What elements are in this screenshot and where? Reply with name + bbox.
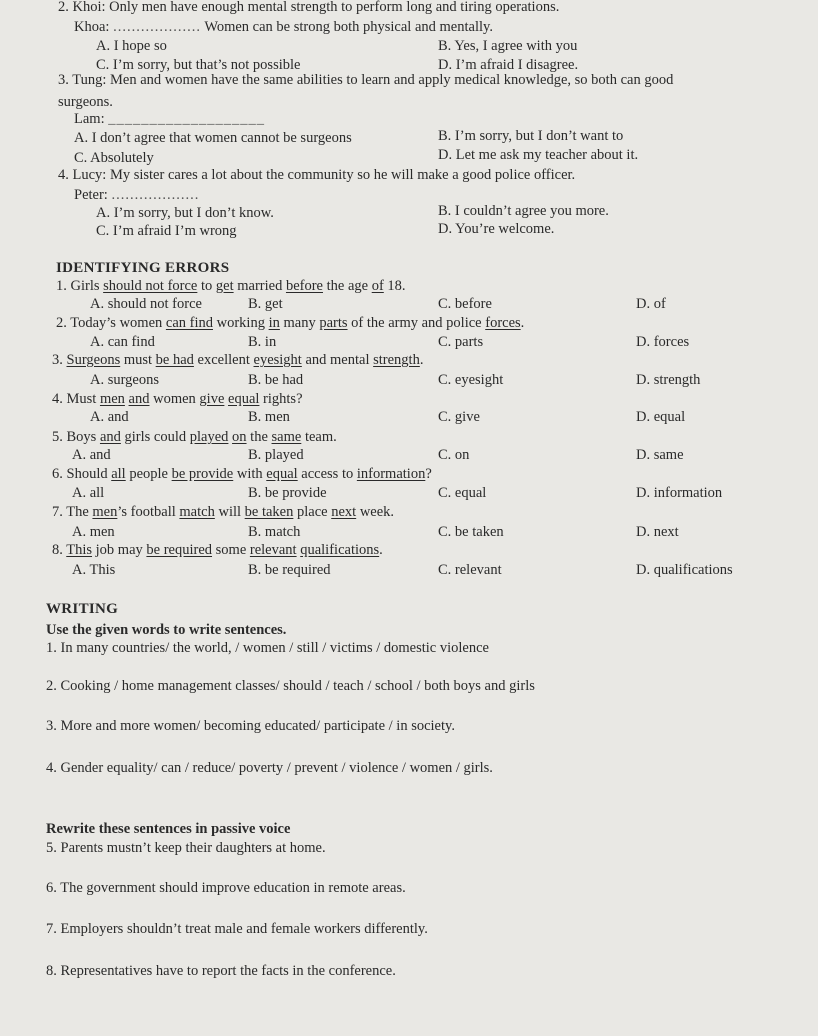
error-3-option-c[interactable]: C. eyesight bbox=[438, 372, 504, 388]
error-1-option-a[interactable]: A. should not force bbox=[90, 296, 202, 312]
error-question-8 bbox=[52, 541, 383, 559]
error-6-option-b[interactable]: B. be provide bbox=[248, 485, 327, 501]
error-2-option-d[interactable]: D. forces bbox=[636, 334, 690, 350]
error-question-1 bbox=[56, 277, 406, 295]
underlined-segment: played bbox=[189, 429, 229, 445]
passive-heading: Rewrite these sentences in passive voice bbox=[46, 821, 291, 837]
q4-response-line bbox=[74, 186, 199, 204]
q2-response-line bbox=[74, 18, 493, 36]
q2-speaker: Khoa: bbox=[74, 19, 110, 35]
q2-option-d[interactable]: D. I’m afraid I disagree. bbox=[438, 57, 579, 73]
question-text-segment: ? bbox=[425, 466, 432, 482]
question-text-segment: many bbox=[279, 315, 320, 331]
error-7-option-c[interactable]: C. be taken bbox=[438, 524, 504, 540]
question-text-segment: excellent bbox=[193, 352, 254, 368]
q4-answer-blank[interactable]: ................... bbox=[111, 187, 200, 203]
question-text-segment: . bbox=[379, 542, 383, 558]
error-question-2 bbox=[56, 314, 524, 332]
error-6-option-a[interactable]: A. all bbox=[72, 485, 105, 501]
underlined-segment: equal bbox=[266, 466, 298, 482]
error-2-option-a[interactable]: A. can find bbox=[90, 334, 155, 350]
underlined-segment: of bbox=[371, 278, 384, 294]
question-text-segment: women bbox=[149, 391, 200, 407]
error-7-option-a[interactable]: A. men bbox=[72, 524, 115, 540]
question-text-segment: . bbox=[520, 315, 525, 331]
error-1-option-c[interactable]: C. before bbox=[438, 296, 492, 312]
q2-option-b[interactable]: B. Yes, I agree with you bbox=[438, 38, 578, 54]
error-1-option-d[interactable]: D. of bbox=[636, 296, 666, 312]
error-7-option-d[interactable]: D. next bbox=[636, 524, 679, 540]
q4-option-a[interactable]: A. I’m sorry, but I don’t know. bbox=[96, 205, 274, 221]
question-text-segment: the bbox=[246, 429, 272, 445]
q2-prompt: 2. Khoi: Only men have enough mental strength to perform long and tiring operations. bbox=[58, 0, 560, 15]
q3-option-c[interactable]: C. Absolutely bbox=[74, 150, 154, 166]
q2-answer-blank[interactable]: ................... bbox=[113, 19, 201, 35]
error-5-option-a[interactable]: A. and bbox=[72, 447, 111, 463]
question-text-segment: 1. Girls bbox=[56, 278, 104, 294]
underlined-segment: Surgeons bbox=[66, 352, 121, 368]
error-2-option-b[interactable]: B. in bbox=[248, 334, 277, 350]
underlined-segment: equal bbox=[228, 391, 260, 407]
underlined-segment: men bbox=[99, 391, 125, 407]
underlined-segment: be taken bbox=[244, 504, 294, 520]
underlined-segment: next bbox=[331, 504, 357, 520]
error-4-option-c[interactable]: C. give bbox=[438, 409, 480, 425]
underlined-segment: match bbox=[179, 504, 215, 520]
underlined-segment: qualifications bbox=[300, 542, 380, 558]
underlined-segment: get bbox=[215, 278, 234, 294]
question-text-segment: 3. bbox=[52, 352, 67, 368]
question-text-segment: 6. Should bbox=[52, 466, 112, 482]
q3-prompt: 3. Tung: Men and women have the same abilities to learn and apply medical knowledge, so both can good bbox=[58, 72, 674, 88]
question-text-segment: and mental bbox=[301, 352, 374, 368]
error-4-option-b[interactable]: B. men bbox=[248, 409, 290, 425]
passive-item-8: 8. Representatives have to report the facts in the conference. bbox=[46, 963, 396, 979]
question-text-segment: job may bbox=[92, 542, 147, 558]
question-text-segment: 5. Boys bbox=[52, 429, 100, 445]
error-8-option-a[interactable]: A. This bbox=[72, 562, 116, 578]
underlined-segment: parts bbox=[319, 315, 348, 331]
error-5-option-d[interactable]: D. same bbox=[636, 447, 684, 463]
underlined-segment: be had bbox=[155, 352, 194, 368]
q3-prompt-cont: surgeons. bbox=[58, 94, 113, 110]
question-text-segment: some bbox=[212, 542, 250, 558]
error-question-7 bbox=[52, 503, 394, 521]
question-text-segment: 18. bbox=[383, 278, 406, 294]
question-text-segment: of the army and police bbox=[347, 315, 486, 331]
underlined-segment: be required bbox=[146, 542, 213, 558]
q3-speaker: Lam: bbox=[74, 111, 105, 127]
error-5-option-b[interactable]: B. played bbox=[248, 447, 304, 463]
underlined-segment: and bbox=[99, 429, 121, 445]
q3-option-b[interactable]: B. I’m sorry, but I don’t want to bbox=[438, 128, 624, 144]
passive-item-6: 6. The government should improve education in remote areas. bbox=[46, 880, 406, 896]
passive-item-5: 5. Parents mustn’t keep their daughters at home. bbox=[46, 840, 326, 856]
q4-prompt: 4. Lucy: My sister cares a lot about the community so he will make a good police officer. bbox=[58, 167, 576, 183]
q3-response-line bbox=[74, 110, 265, 128]
question-text-segment: to bbox=[197, 278, 216, 294]
q3-option-d[interactable]: D. Let me ask my teacher about it. bbox=[438, 147, 639, 163]
question-text-segment: week. bbox=[356, 504, 395, 520]
error-4-option-a[interactable]: A. and bbox=[90, 409, 129, 425]
error-question-5 bbox=[52, 428, 337, 446]
underlined-segment: eyesight bbox=[253, 352, 302, 368]
q4-option-d[interactable]: D. You’re welcome. bbox=[438, 221, 555, 237]
question-text-segment: 8. bbox=[52, 542, 67, 558]
q4-option-b[interactable]: B. I couldn’t agree you more. bbox=[438, 203, 609, 219]
underlined-segment: strength bbox=[373, 352, 420, 368]
question-text-segment: rights? bbox=[259, 391, 303, 407]
error-question-6 bbox=[52, 465, 432, 483]
underlined-segment: be provide bbox=[171, 466, 234, 482]
question-text-segment: will bbox=[214, 504, 245, 520]
underlined-segment: information bbox=[356, 466, 426, 482]
writing-item-2: 2. Cooking / home management classes/ should / teach / school / both boys and girls bbox=[46, 678, 535, 694]
q2-option-a[interactable]: A. I hope so bbox=[96, 38, 167, 54]
question-text-segment: 2. Today’s women bbox=[56, 315, 166, 331]
underlined-segment: all bbox=[111, 466, 126, 482]
q2-option-c[interactable]: C. I’m sorry, but that’s not possible bbox=[96, 57, 301, 73]
underlined-segment: and bbox=[128, 391, 150, 407]
error-1-option-b[interactable]: B. get bbox=[248, 296, 283, 312]
question-text-segment: married bbox=[233, 278, 286, 294]
underlined-segment: This bbox=[66, 542, 93, 558]
error-5-option-c[interactable]: C. on bbox=[438, 447, 470, 463]
question-text-segment: working bbox=[213, 315, 269, 331]
question-text-segment: place bbox=[293, 504, 332, 520]
question-text-segment: ’s football bbox=[117, 504, 180, 520]
underlined-segment: same bbox=[271, 429, 302, 445]
errors-heading: IDENTIFYING ERRORS bbox=[56, 260, 230, 276]
error-6-option-d[interactable]: D. information bbox=[636, 485, 723, 501]
question-text-segment: girls could bbox=[120, 429, 190, 445]
q4-speaker: Peter: bbox=[74, 187, 108, 203]
error-6-option-c[interactable]: C. equal bbox=[438, 485, 487, 501]
underlined-segment: before bbox=[285, 278, 323, 294]
error-4-option-d[interactable]: D. equal bbox=[636, 409, 686, 425]
question-text-segment: the age bbox=[322, 278, 372, 294]
error-question-3 bbox=[52, 351, 423, 369]
writing-item-1: 1. In many countries/ the world, / women / still / victims / domestic violence bbox=[46, 640, 489, 656]
question-text-segment: access to bbox=[297, 466, 357, 482]
writing-heading: WRITING bbox=[46, 601, 119, 617]
error-3-option-a[interactable]: A. surgeons bbox=[90, 372, 160, 388]
q3-option-a[interactable]: A. I don’t agree that women cannot be surgeons bbox=[74, 130, 352, 146]
underlined-segment: in bbox=[268, 315, 280, 331]
writing-instruction: Use the given words to write sentences. bbox=[46, 622, 287, 638]
question-text-segment: with bbox=[233, 466, 267, 482]
q2-response-text: Women can be strong both physical and mentally. bbox=[204, 19, 493, 35]
underlined-segment: give bbox=[199, 391, 225, 407]
question-text-segment: must bbox=[120, 352, 156, 368]
q3-answer-blank[interactable]: ___________________ bbox=[108, 111, 265, 127]
question-text-segment: 7. The bbox=[52, 504, 93, 520]
underlined-segment: men bbox=[92, 504, 118, 520]
underlined-segment: can find bbox=[165, 315, 213, 331]
error-question-4 bbox=[52, 390, 303, 408]
underlined-segment: should not force bbox=[103, 278, 198, 294]
writing-item-4: 4. Gender equality/ can / reduce/ poverty / prevent / violence / women / girls. bbox=[46, 760, 493, 776]
question-text-segment: 4. Must bbox=[52, 391, 100, 407]
question-text-segment: team. bbox=[301, 429, 337, 445]
question-text-segment: people bbox=[125, 466, 172, 482]
writing-item-3: 3. More and more women/ becoming educated/ participate / in society. bbox=[46, 718, 455, 734]
error-8-option-d[interactable]: D. qualifications bbox=[636, 562, 733, 578]
error-8-option-c[interactable]: C. relevant bbox=[438, 562, 502, 578]
error-7-option-b[interactable]: B. match bbox=[248, 524, 301, 540]
passive-item-7: 7. Employers shouldn’t treat male and female workers differently. bbox=[46, 921, 428, 937]
underlined-segment: relevant bbox=[249, 542, 297, 558]
error-8-option-b[interactable]: B. be required bbox=[248, 562, 331, 578]
question-text-segment: . bbox=[419, 352, 424, 368]
error-2-option-c[interactable]: C. parts bbox=[438, 334, 484, 350]
error-3-option-b[interactable]: B. be had bbox=[248, 372, 304, 388]
q4-option-c[interactable]: C. I’m afraid I’m wrong bbox=[96, 223, 237, 239]
underlined-segment: on bbox=[232, 429, 247, 445]
error-3-option-d[interactable]: D. strength bbox=[636, 372, 701, 388]
underlined-segment: forces bbox=[485, 315, 521, 331]
